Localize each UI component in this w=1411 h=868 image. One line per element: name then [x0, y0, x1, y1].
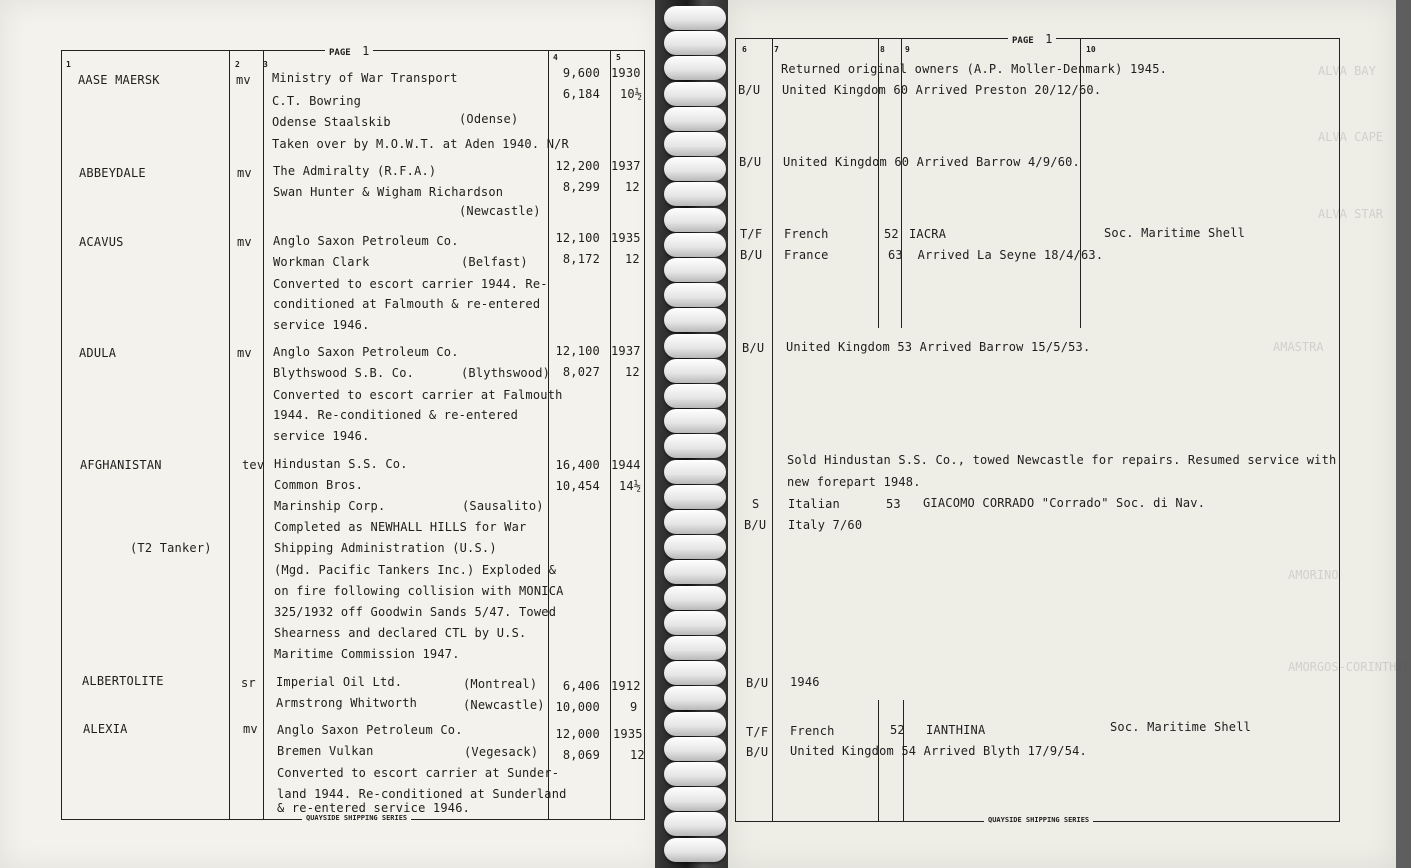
- binding-ring: [664, 56, 726, 80]
- build-place: (Belfast): [461, 255, 528, 269]
- entry-line: land 1944. Re-conditioned at Sunderland: [277, 787, 567, 801]
- entry-line: & re-entered service 1946.: [277, 801, 471, 815]
- binding-ring: [664, 308, 726, 332]
- transfer-year: 53: [886, 497, 901, 511]
- entry-line: Ministry of War Transport: [272, 71, 458, 85]
- new-flag: French: [790, 724, 835, 738]
- binding-ring: [664, 233, 726, 257]
- new-name: IANTHINA: [926, 723, 986, 737]
- ship-class-note: (T2 Tanker): [130, 541, 212, 555]
- entry-line: service 1946.: [273, 429, 370, 443]
- col-divider: [878, 38, 879, 328]
- tonnage: 8,069: [562, 748, 600, 762]
- new-name: IACRA: [909, 227, 947, 241]
- binding-ring: [664, 762, 726, 786]
- entry-line: Converted to escort carrier at Falmouth: [273, 388, 563, 402]
- page-number: 1: [1045, 32, 1053, 46]
- fate-text: United Kingdom 60 Arrived Preston 20/12/60.: [782, 83, 1102, 97]
- tonnage: 10,454: [555, 479, 600, 493]
- fate-text: France 63 Arrived La Seyne 18/4/63.: [784, 248, 1104, 262]
- build-year: 1935: [611, 231, 641, 245]
- fate-text: new forepart 1948.: [787, 475, 921, 489]
- entry-line: conditioned at Falmouth & re-entered: [273, 297, 541, 311]
- col-divider: [772, 38, 773, 822]
- binding-ring: [664, 409, 726, 433]
- page-number: 1: [362, 44, 370, 58]
- ship-name: ACAVUS: [79, 235, 124, 249]
- binding-ring: [664, 586, 726, 610]
- col-divider: [901, 38, 902, 328]
- fate-code: B/U: [739, 155, 762, 169]
- tonnage: 9,600: [562, 66, 600, 80]
- entry-line: Converted to escort carrier at Sunder-: [277, 766, 560, 780]
- binding-ring: [664, 787, 726, 811]
- tonnage: 10,000: [555, 700, 600, 714]
- build-year: 1937: [611, 344, 641, 358]
- ship-type: mv: [243, 722, 258, 736]
- speed: 10½: [620, 87, 643, 101]
- fate-text: 1946: [790, 675, 820, 689]
- binding-ring: [664, 157, 726, 181]
- entry-line: 325/1932 off Goodwin Sands 5/47. Towed: [274, 605, 557, 619]
- entry-line: service 1946.: [273, 318, 370, 332]
- ship-type: sr: [241, 676, 256, 690]
- ship-name: ALBERTOLITE: [82, 674, 164, 688]
- build-place: (Newcastle): [459, 204, 541, 218]
- entry-line: Converted to escort carrier 1944. Re-: [273, 277, 548, 291]
- new-owner: Soc. Maritime Shell: [1110, 720, 1252, 734]
- entry-line: C.T. Bowring: [272, 94, 362, 108]
- fate-text: United Kingdom 54 Arrived Blyth 17/9/54.: [790, 744, 1087, 758]
- binding-ring: [664, 334, 726, 358]
- col-number: 2: [235, 60, 240, 69]
- binding-ring: [664, 737, 726, 761]
- entry-line: Swan Hunter & Wigham Richardson: [273, 185, 504, 199]
- entry-line: Hindustan S.S. Co.: [274, 457, 408, 471]
- col-divider: [263, 50, 264, 820]
- col-number: 8: [880, 45, 885, 54]
- fate-code: T/F: [740, 227, 763, 241]
- binding-ring: [664, 636, 726, 660]
- entry-line: Armstrong Whitworth: [276, 696, 418, 710]
- new-owner: Soc. Maritime Shell: [1104, 226, 1246, 240]
- page-label: PAGE: [329, 48, 351, 58]
- build-year: 1912: [611, 679, 641, 693]
- binding-ring: [664, 485, 726, 509]
- entry-line: Workman Clark: [273, 255, 370, 269]
- entry-line: on fire following collision with MONICA: [274, 584, 564, 598]
- transfer-year: 52: [890, 723, 905, 737]
- col-number: 1: [66, 60, 71, 69]
- col-number: 10: [1086, 45, 1096, 54]
- page-footer: QUAYSIDE SHIPPING SERIES: [302, 814, 411, 822]
- entry-line: Imperial Oil Ltd.: [276, 675, 403, 689]
- binding-ring: [664, 6, 726, 30]
- binding-ring: [664, 611, 726, 635]
- speed: 12: [625, 365, 640, 379]
- entry-line: Odense Staalskib: [272, 115, 391, 129]
- ship-type: mv: [237, 346, 252, 360]
- entry-line: (Mgd. Pacific Tankers Inc.) Exploded &: [274, 563, 557, 577]
- right-page: ALVA BAY ALVA CAPE ALVA STAR AMASTRA AMORINO AMORGOS-CORINTHIC PAGE 1 QUAYSIDE SHIPPING SERIES 6 7 8 9 10 Returned original owners (A.P. Moller-Denmark) 1945. B/U United Kingdom 60 Arrived Preston 20/12/60. B/U United Kingdom 60 Arrived Barrow 4/9/60. T/F French 52 IACRA Soc. Maritime Shell B/U France 63 Arrived La Seyne 18/4/63. B/U United Kingdom 53 Arrived Barrow 15/5/53. Sold Hindustan S.S. Co., towed Newcastle for repairs. Resumed service with new forepart 1948. S Italian 53 GIACOMO CORRADO "Corrado" Soc. di Nav. B/U Italy 7/60 B/U 1946 T/F French 52 IANTHINA Soc. Maritime Shell B/U United Kingdom 54 Arrived Blyth 17/9/54.: [728, 0, 1396, 868]
- fate-text: Italy 7/60: [788, 518, 863, 532]
- entry-line: Completed as NEWHALL HILLS for War: [274, 520, 527, 534]
- build-place: (Newcastle): [463, 698, 545, 712]
- binding-ring: [664, 82, 726, 106]
- entry-line: 1944. Re-conditioned & re-entered: [273, 408, 519, 422]
- tonnage: 12,200: [555, 159, 600, 173]
- fate-code: B/U: [744, 518, 767, 532]
- tonnage: 16,400: [555, 458, 600, 472]
- binding-ring: [664, 560, 726, 584]
- page-label: PAGE: [1012, 36, 1034, 46]
- binding-ring: [664, 258, 726, 282]
- new-name: GIACOMO CORRADO "Corrado" Soc. di Nav.: [923, 496, 1206, 510]
- fate-code: B/U: [738, 83, 761, 97]
- binding-ring: [664, 535, 726, 559]
- fate-code: T/F: [746, 725, 769, 739]
- build-place: (Blythswood): [461, 366, 551, 380]
- binding-ring: [664, 686, 726, 710]
- ship-type: mv: [237, 235, 252, 249]
- page-footer: QUAYSIDE SHIPPING SERIES: [984, 816, 1093, 824]
- entry-line: Taken over by M.O.W.T. at Aden 1940. N/R: [272, 137, 569, 151]
- col-number: 5: [616, 53, 621, 62]
- fate-code: B/U: [740, 248, 763, 262]
- build-place: (Odense): [459, 112, 519, 126]
- binding-ring: [664, 384, 726, 408]
- fate-code: B/U: [746, 745, 769, 759]
- ship-name: ADULA: [79, 346, 117, 360]
- ship-type: tev: [242, 458, 265, 472]
- tonnage: 6,406: [562, 679, 600, 693]
- entry-line: Bremen Vulkan: [277, 744, 374, 758]
- fate-code: B/U: [746, 676, 769, 690]
- speed: 14½: [619, 479, 642, 493]
- col-number: 4: [553, 53, 558, 62]
- build-year: 1935: [613, 727, 643, 741]
- fate-code: S: [752, 497, 760, 511]
- build-place: (Vegesack): [464, 745, 539, 759]
- binding-ring: [664, 107, 726, 131]
- entry-line: Shearness and declared CTL by U.S.: [274, 626, 527, 640]
- binding-ring: [664, 812, 726, 836]
- tonnage: 12,100: [555, 231, 600, 245]
- col-divider: [878, 700, 879, 822]
- binding-ring: [664, 359, 726, 383]
- col-number: 6: [742, 45, 747, 54]
- entry-line: Shipping Administration (U.S.): [274, 541, 497, 555]
- col-number: 7: [774, 45, 779, 54]
- speed: 9: [630, 700, 638, 714]
- left-page: [0, 0, 660, 868]
- entry-line: Anglo Saxon Petroleum Co.: [273, 234, 459, 248]
- build-place: (Sausalito): [462, 499, 544, 513]
- col-divider: [903, 700, 904, 822]
- col-number: 9: [905, 45, 910, 54]
- tonnage: 12,000: [555, 727, 600, 741]
- binding-ring: [664, 510, 726, 534]
- page-header: [325, 44, 373, 58]
- col-divider: [1080, 38, 1081, 328]
- entry-line: Blythswood S.B. Co.: [273, 366, 415, 380]
- speed: 12: [625, 180, 640, 194]
- binding-ring: [664, 283, 726, 307]
- entry-line: Anglo Saxon Petroleum Co.: [277, 723, 463, 737]
- tonnage: 6,184: [562, 87, 600, 101]
- tonnage: 12,100: [555, 344, 600, 358]
- build-year: 1944: [611, 458, 641, 472]
- new-flag: Italian: [788, 497, 840, 511]
- tonnage: 8,299: [562, 180, 600, 194]
- binding-ring: [664, 434, 726, 458]
- binding-ring: [664, 460, 726, 484]
- entry-line: Marinship Corp.: [274, 499, 386, 513]
- ship-type: mv: [236, 73, 251, 87]
- entry-line: The Admiralty (R.F.A.): [273, 164, 437, 178]
- binding-ring: [664, 712, 726, 736]
- ship-name: ABBEYDALE: [79, 166, 146, 180]
- entry-line: Common Bros.: [274, 478, 364, 492]
- page-header: [1008, 32, 1056, 46]
- binding-ring: [664, 182, 726, 206]
- ship-name: ALEXIA: [83, 722, 128, 736]
- fate-text: United Kingdom 60 Arrived Barrow 4/9/60.: [783, 155, 1080, 169]
- build-year: 1930: [611, 66, 641, 80]
- binding-ring: [664, 661, 726, 685]
- fate-text: Sold Hindustan S.S. Co., towed Newcastle for repairs. Resumed service with: [787, 453, 1337, 467]
- tonnage: 8,027: [562, 365, 600, 379]
- new-flag: French: [784, 227, 829, 241]
- col-divider: [229, 50, 230, 820]
- speed: 12: [630, 748, 645, 762]
- entry-line: Maritime Commission 1947.: [274, 647, 460, 661]
- entry-line: Anglo Saxon Petroleum Co.: [273, 345, 459, 359]
- fate-code: B/U: [742, 341, 765, 355]
- col-number: 3: [263, 60, 268, 69]
- ship-name: AFGHANISTAN: [80, 458, 162, 472]
- binding-ring: [664, 208, 726, 232]
- transfer-year: 52: [884, 227, 899, 241]
- build-year: 1937: [611, 159, 641, 173]
- binding-ring: [664, 31, 726, 55]
- binding-ring: [664, 838, 726, 862]
- tonnage: 8,172: [562, 252, 600, 266]
- speed: 12: [625, 252, 640, 266]
- fate-text: Returned original owners (A.P. Moller-Denmark) 1945.: [781, 62, 1168, 76]
- ship-type: mv: [237, 166, 252, 180]
- build-place: (Montreal): [463, 677, 538, 691]
- fate-text: United Kingdom 53 Arrived Barrow 15/5/53.: [786, 340, 1091, 354]
- binding-ring: [664, 132, 726, 156]
- ship-name: AASE MAERSK: [78, 73, 160, 87]
